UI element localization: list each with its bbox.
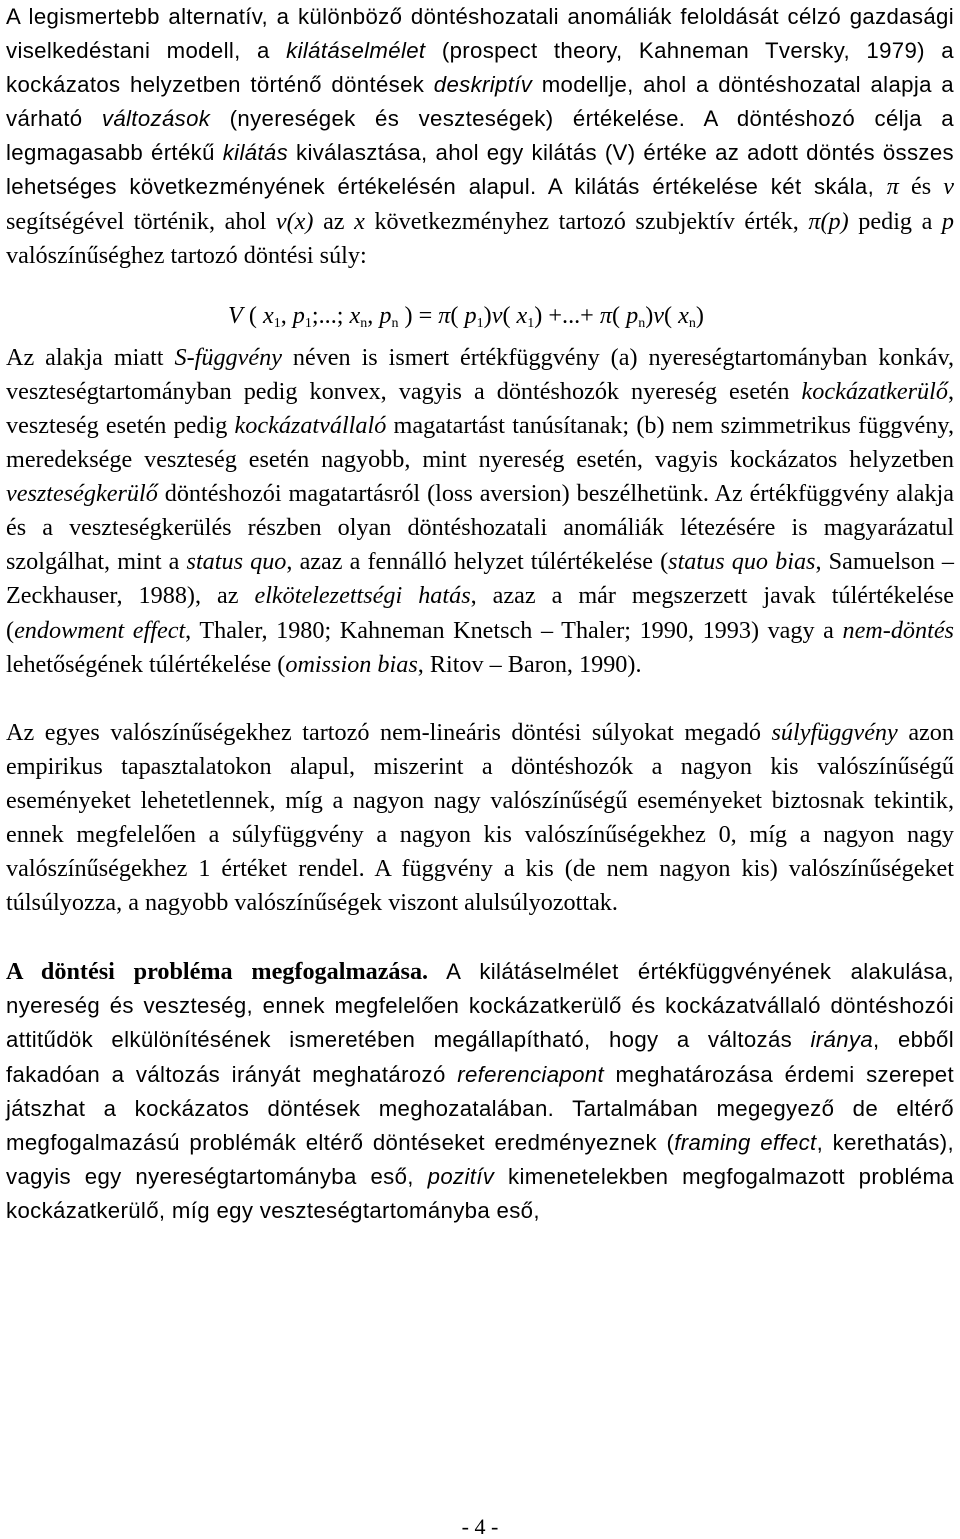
text-run: π	[886, 173, 899, 201]
text-run: S-függvény	[174, 343, 282, 371]
text-run: p	[941, 207, 954, 235]
text-run: kockázatkerülő	[801, 377, 948, 405]
text-run: súlyfüggvény	[771, 718, 898, 746]
text-run: A kilátáselmélet értékfüggvényének alakulása, nyereség és veszteség, ennek megfelelően kockázatkerülő és kockázatvállaló döntéshozói attitűdök elkülönítésének ismeretében megállapítható, hogy a változás	[6, 959, 954, 1053]
text-run: , Ritov – Baron, 1990).	[417, 650, 642, 678]
text-run: deskriptív	[433, 72, 533, 98]
text-run: modellje, ahol a döntéshozatal alapja a várható	[6, 72, 954, 132]
text-run: A legismertebb alternatív, a különböző döntéshozatali anomáliák feloldását célzó gazdasági viselkedéstani modell, a	[6, 4, 954, 64]
text-run: endowment effect	[14, 616, 186, 644]
text-run: segítségével történik, ahol	[6, 207, 276, 235]
text-run: framing effect	[674, 1129, 817, 1155]
text-run: következményhez tartozó szubjektív érték,	[364, 207, 809, 235]
document-page	[6, 0, 954, 1228]
text-run: status quo bias	[668, 548, 816, 576]
paragraph-weighting-function	[6, 716, 954, 921]
text-run: kiválasztása, ahol egy kilátás (V) értéke az adott döntés összes lehetséges következményének értékelésén alapul. A kilátás értékelése két skála,	[6, 140, 954, 200]
text-run: kilátáselmélet	[286, 38, 426, 64]
text-run: nem-döntés	[842, 616, 954, 644]
text-run: , azaz a fennálló helyzet túlértékelése (	[286, 548, 669, 576]
text-run: változások	[101, 106, 211, 132]
text-run: pedig a	[848, 207, 942, 235]
text-run: meghatározása érdemi szerepet játszhat a kockázatos döntések meghozatalában. Tartalmában megegyező de eltérő megfogalmazású problémák eltérő döntéseket eredményeznek (	[6, 1061, 954, 1155]
paragraph-value-function	[6, 341, 954, 682]
text-run: , Samuelson – Zeckhauser, 1988), az	[6, 548, 954, 610]
text-run: , ebből fakadóan a változás irányát meghatározó	[6, 1027, 954, 1087]
text-run: A döntési probléma megfogalmazása.	[6, 958, 429, 986]
text-run: v(x)	[275, 207, 314, 235]
paragraph-decision-framing	[6, 955, 954, 1228]
text-run: π(p)	[808, 207, 849, 235]
text-run: , azaz a már megszerzett javak túlértékelése (	[6, 582, 954, 644]
text-run: (prospect theory, Kahneman Tversky, 1979) a kockázatos helyzetben történő döntések	[6, 38, 954, 98]
text-run: Az egyes valószínűségekhez tartozó nem-lineáris döntési súlyokat megadó	[6, 718, 772, 746]
text-run: x	[354, 207, 365, 235]
value-formula: V ( $x_1$, $p_1$;...; $x_n$, $p_n$ ) = π( $p_1)v$( $x_1$) +...+ π( $p_n)v$( $x_n$)	[228, 301, 704, 331]
text-run: , veszteség esetén pedig	[6, 377, 954, 439]
text-run: , kerethatás), vagyis egy nyereségtartományba eső,	[6, 1129, 954, 1189]
paragraph-prospect-theory	[6, 0, 954, 273]
text-run: (nyereségek és veszteségek) értékelése. A döntéshozó célja a legmagasabb értékű	[6, 106, 954, 166]
text-run: veszteségkerülő	[6, 480, 158, 508]
text-run: v	[943, 173, 954, 201]
text-run: döntéshozói magatartásról (loss aversion) beszélhetünk. Az értékfüggvény alakja és a veszteségkerülés részben olyan döntéshozatali anomáliák létezésére is magyarázatul szolgálhat, mint a	[6, 480, 954, 576]
text-run: kilátás	[222, 140, 289, 166]
text-run: omission bias	[285, 650, 418, 678]
text-run: az	[313, 207, 355, 235]
text-run: kimenetelekben megfogalmazott probléma kockázatkerülő, míg egy veszteségtartományba eső,	[6, 1163, 954, 1223]
text-run: lehetőségének túlértékelése (	[6, 650, 286, 678]
text-run: néven is ismert értékfüggvény (a) nyereségtartományban konkáv, veszteségtartományban pedig konvex, vagyis a döntéshozók nyereség esetén	[6, 343, 955, 405]
text-run: referenciapont	[457, 1061, 604, 1087]
text-run: iránya	[810, 1027, 874, 1053]
text-run: , Thaler, 1980; Kahneman Knetsch – Thaler; 1990, 1993) vagy a	[185, 616, 843, 644]
text-run: pozitív	[427, 1163, 495, 1189]
text-run: magatartást tanúsítanak; (b) nem szimmetrikus függvény, meredeksége veszteség esetén nagyobb, mint nyereség esetén, vagyis kockázatos helyzetben	[6, 411, 954, 474]
text-run: azon empirikus tapasztalatokon alapul, miszerint a döntéshozók a nagyon kis valószínűségű eseményeket lehetetlennek, míg a nagyon nagy valószínűségű eseményeket biztosnak tekintik, ennek megfelelően a súlyfüggvény a nagyon kis valószínűségekhez 0, míg a nagyon nagy valószínűségekhez 1 értéket rendel. A függvény a kis (de nem nagyon kis) valószínűségeket túlsúlyozza, a nagyobb valószínűségek viszont alulsúlyozottak.	[6, 718, 954, 917]
text-run: és	[898, 173, 944, 201]
text-run: Az alakja miatt	[6, 343, 175, 371]
text-run: valószínűséghez tartozó döntési súly:	[6, 241, 367, 269]
text-run: kockázatvállaló	[234, 411, 387, 439]
text-run: elkötelezettségi hatás	[254, 582, 471, 610]
page-number: - 4 -	[461, 1514, 499, 1539]
text-run: status quo	[186, 548, 287, 576]
